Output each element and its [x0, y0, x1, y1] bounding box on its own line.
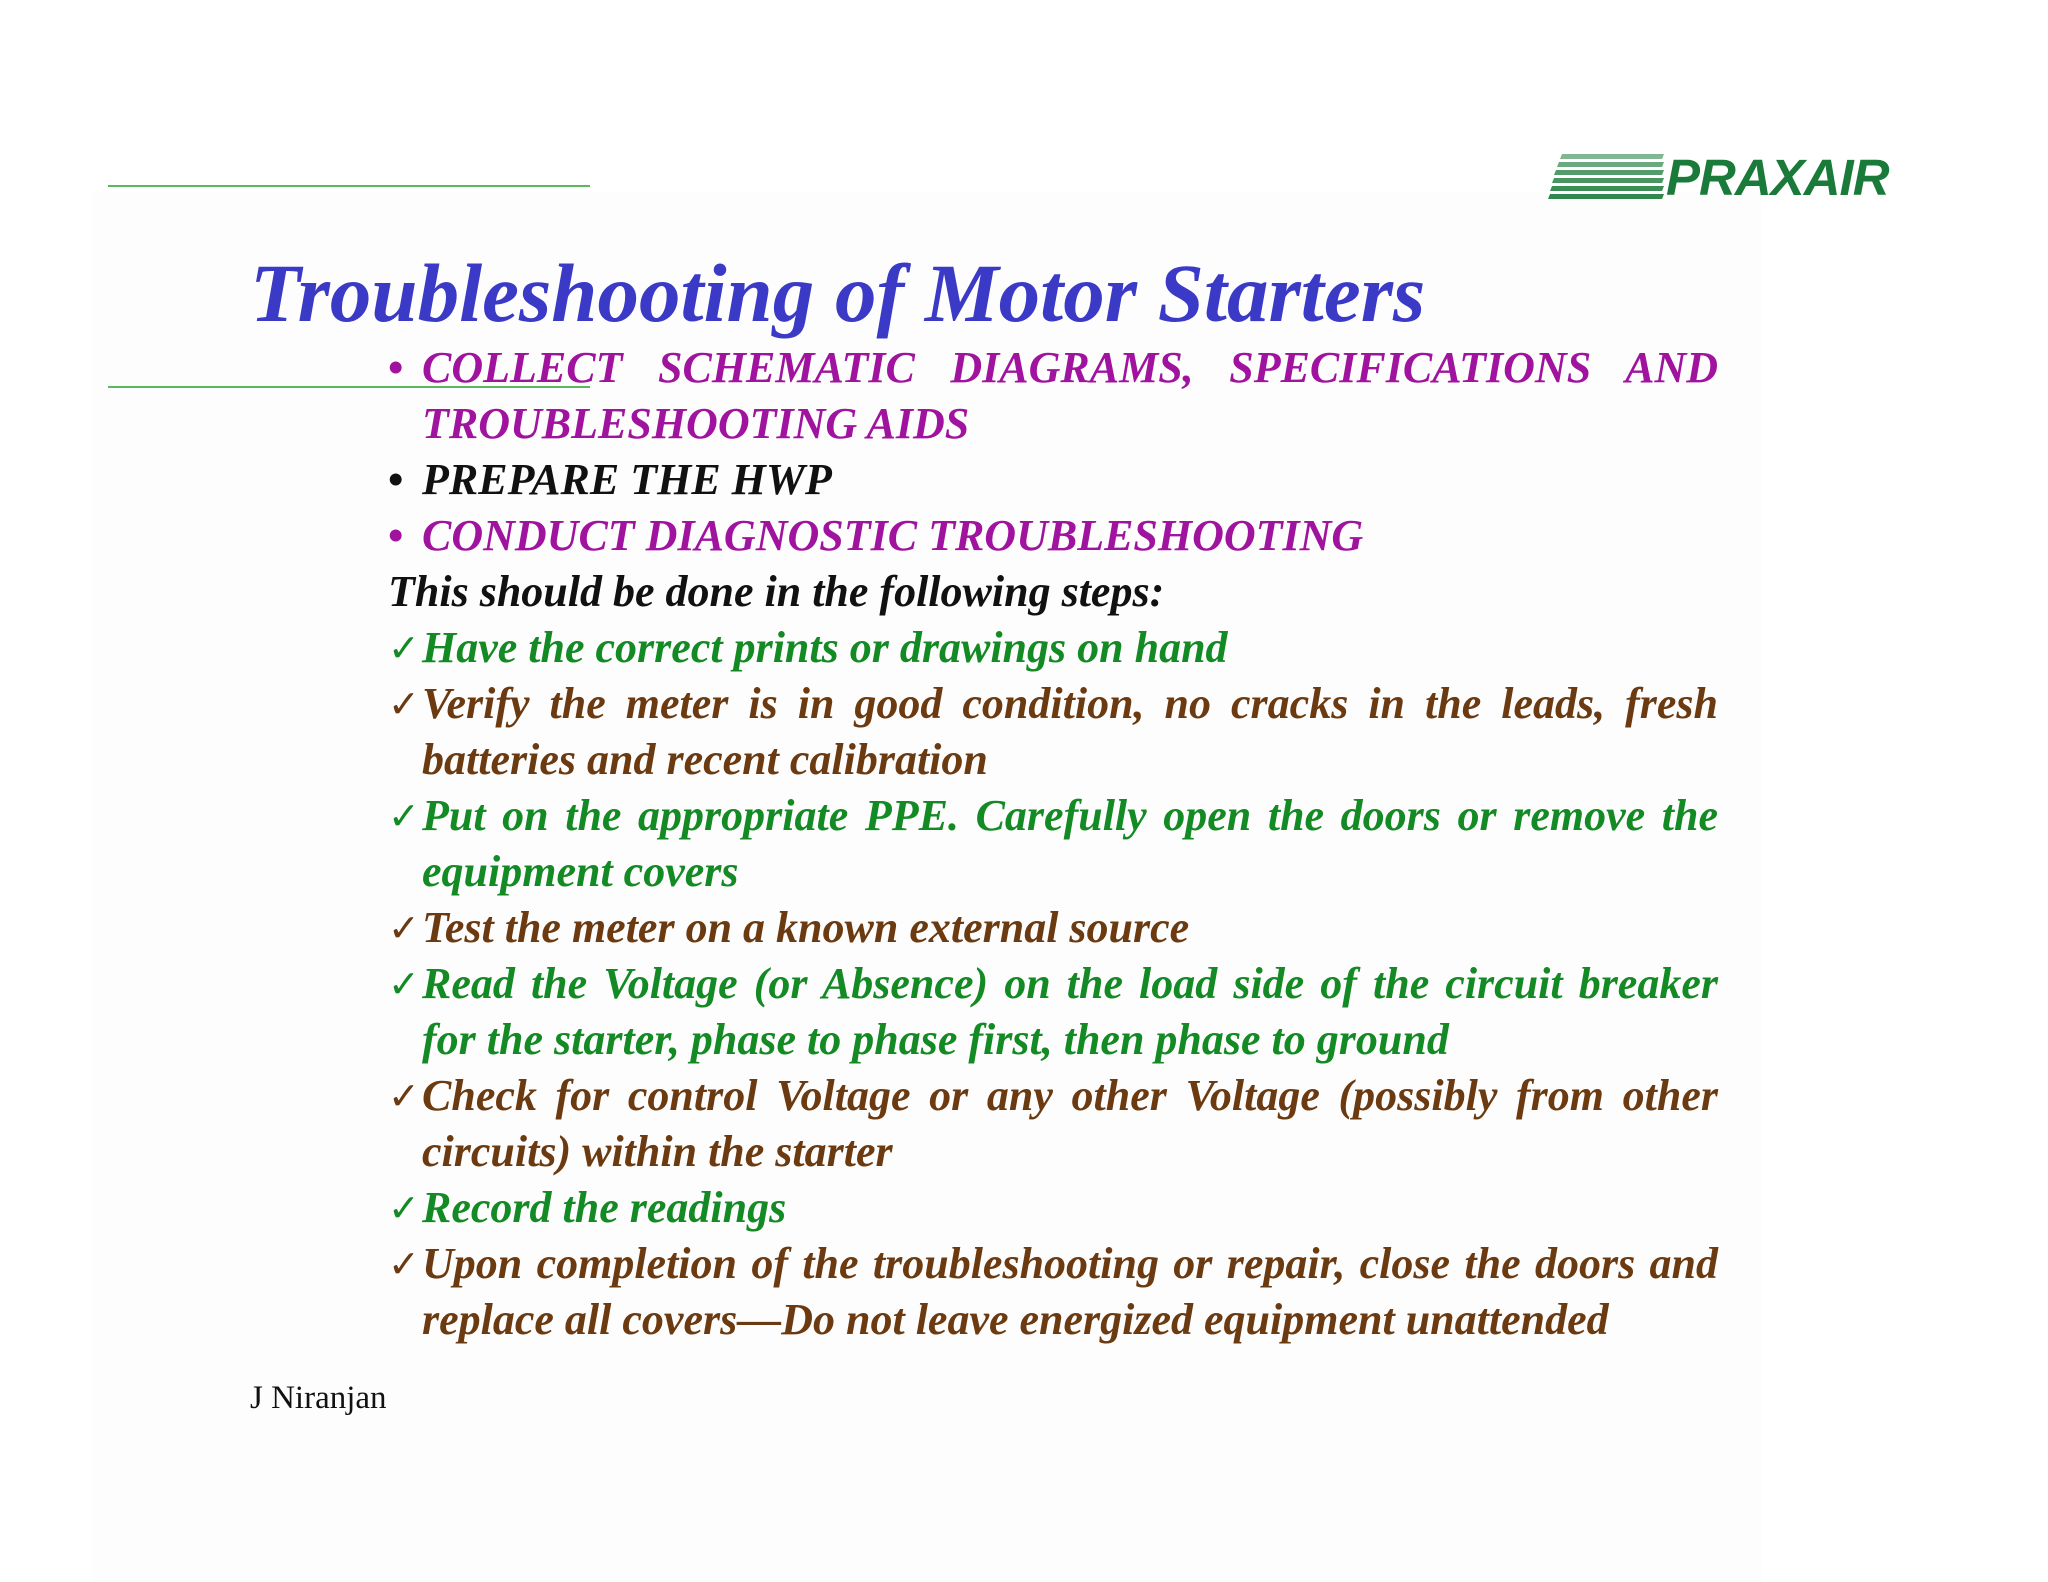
step-text: Record the readings — [422, 1183, 787, 1232]
slide-title: Troubleshooting of Motor Starters — [250, 247, 1426, 339]
step-text: Test the meter on a known external source — [422, 903, 1190, 952]
step-item — [388, 900, 1718, 956]
bullet-icon: • — [388, 343, 404, 392]
step-item — [388, 1180, 1718, 1236]
step-text: Upon completion of the troubleshooting or repair, close the doors and replace all covers—Do not leave energized equipment unattended — [422, 1239, 1718, 1344]
step-text: Have the correct prints or drawings on hand — [422, 623, 1228, 672]
step-text: Verify the meter is in good condition, no cracks in the leads, fresh batteries and recent calibration — [422, 679, 1718, 784]
bullet-item — [388, 508, 1718, 564]
bullet-text: CONDUCT DIAGNOSTIC TROUBLESHOOTING — [422, 511, 1364, 560]
check-icon: ✓ — [388, 962, 420, 1006]
bullet-item — [388, 340, 1718, 452]
check-icon: ✓ — [388, 1186, 420, 1230]
steps-intro: This should be done in the following steps: — [388, 567, 1165, 616]
bullet-text: COLLECT SCHEMATIC DIAGRAMS, SPECIFICATIONS AND TROUBLESHOOTING AIDS — [422, 343, 1718, 448]
bullet-text: PREPARE THE HWP — [422, 455, 832, 504]
step-item — [388, 956, 1718, 1068]
check-icon: ✓ — [388, 794, 420, 838]
logo-wordmark: PRAXAIR — [1666, 149, 1889, 206]
check-icon: ✓ — [388, 626, 420, 670]
check-icon: ✓ — [388, 682, 420, 726]
check-icon: ✓ — [388, 1074, 420, 1118]
praxair-logo — [1548, 150, 1888, 206]
step-item — [388, 788, 1718, 900]
check-icon: ✓ — [388, 906, 420, 950]
bullet-icon: • — [388, 511, 404, 560]
step-item — [388, 1236, 1718, 1348]
step-text: Check for control Voltage or any other Voltage (possibly from other circuits) within the starter — [422, 1071, 1718, 1176]
author-footer: J Niranjan — [250, 1380, 387, 1416]
logo-stripes-icon — [1548, 150, 1666, 206]
step-text: Put on the appropriate PPE. Carefully open the doors or remove the equipment covers — [422, 791, 1718, 896]
step-item — [388, 1068, 1718, 1180]
step-text: Read the Voltage (or Absence) on the load side of the circuit breaker for the starter, phase to phase first, then phase to ground — [422, 959, 1718, 1064]
step-item — [388, 620, 1718, 676]
step-item — [388, 676, 1718, 788]
top-divider — [108, 185, 590, 187]
bullet-icon: • — [388, 455, 404, 504]
bullet-item — [388, 452, 1718, 508]
slide-content — [388, 340, 1718, 1348]
check-icon: ✓ — [388, 1242, 420, 1286]
